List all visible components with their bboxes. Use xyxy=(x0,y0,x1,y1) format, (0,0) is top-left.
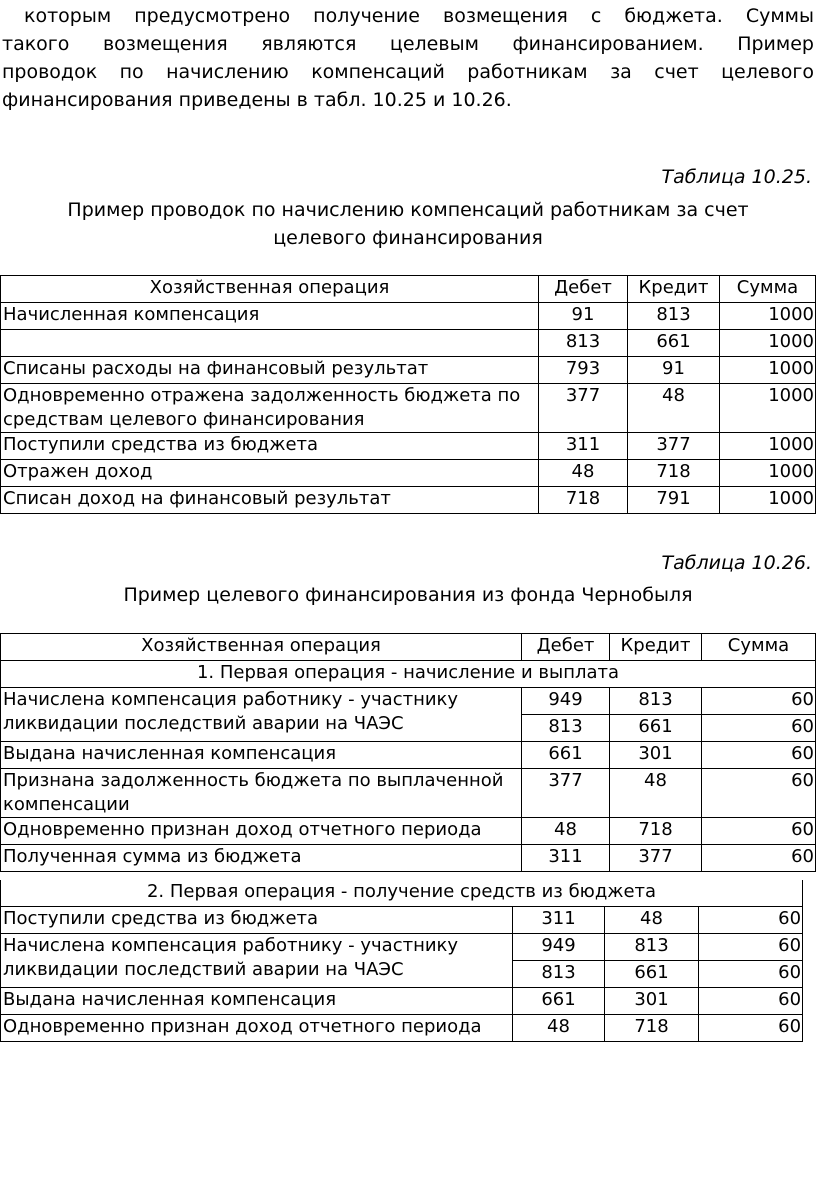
table-row xyxy=(1,330,816,357)
table-row xyxy=(1,907,803,934)
cell-operation: Выдана начисленная компенсация xyxy=(1,742,522,769)
table-row xyxy=(1,769,816,818)
cell-debit: 377 xyxy=(539,384,628,433)
cell-credit: 377 xyxy=(610,845,702,872)
cell-sum: 1000 xyxy=(720,487,816,514)
cell-operation: Списаны расходы на финансовый результат xyxy=(1,357,539,384)
cell-credit: 813 xyxy=(628,303,720,330)
header-debit: Дебет xyxy=(539,276,628,303)
section-heading: 2. Первая операция - получение средств из бюджета xyxy=(1,880,803,907)
cell-credit: 718 xyxy=(605,1015,699,1042)
header-operation: Хозяйственная операция xyxy=(1,634,522,661)
cell-debit: 48 xyxy=(539,460,628,487)
header-debit: Дебет xyxy=(522,634,610,661)
header-operation: Хозяйственная операция xyxy=(1,276,539,303)
intro-line: такого возмещения являются целевым финансированием. Пример xyxy=(2,33,814,55)
cell-operation: Начислена компенсация работнику - участнику ликвидации последствий аварии на ЧАЭС xyxy=(1,688,522,742)
intro-line: проводок по начислению компенсаций работникам за счет целевого xyxy=(2,61,814,83)
cell-credit: 791 xyxy=(628,487,720,514)
intro-line: финансирования приведены в табл. 10.25 и 10.26. xyxy=(2,89,512,111)
cell-debit: 311 xyxy=(522,845,610,872)
cell-credit: 661 xyxy=(628,330,720,357)
header-credit: Кредит xyxy=(610,634,702,661)
table1-title-line1: Пример проводок по начислению компенсаций работникам за счет xyxy=(67,199,749,221)
table1-title-line2: целевого финансирования xyxy=(273,227,543,249)
cell-operation: Полученная сумма из бюджета xyxy=(1,845,522,872)
cell-credit: 661 xyxy=(605,961,699,988)
table-row xyxy=(1,988,803,1015)
table-row xyxy=(1,688,816,715)
cell-credit: 48 xyxy=(605,907,699,934)
cell-sum: 60 xyxy=(699,907,803,934)
cell-debit: 311 xyxy=(513,907,605,934)
cell-sum: 1000 xyxy=(720,303,816,330)
cell-operation: Одновременно отражена задолженность бюджета по средствам целевого финансирования xyxy=(1,384,539,433)
section-heading: 1. Первая операция - начисление и выплата xyxy=(1,661,816,688)
table-row xyxy=(1,433,816,460)
cell-sum: 1000 xyxy=(720,357,816,384)
cell-credit: 301 xyxy=(610,742,702,769)
table-header-row xyxy=(1,276,816,303)
cell-credit: 91 xyxy=(628,357,720,384)
header-sum: Сумма xyxy=(720,276,816,303)
cell-sum: 60 xyxy=(702,688,816,715)
table1-label: Таблица 10.25. xyxy=(661,166,812,188)
cell-credit: 813 xyxy=(605,934,699,961)
cell-operation: Поступили средства из бюджета xyxy=(1,907,513,934)
cell-sum: 60 xyxy=(699,934,803,961)
cell-debit: 91 xyxy=(539,303,628,330)
cell-credit: 813 xyxy=(610,688,702,715)
table1 xyxy=(0,275,816,514)
table2-part2 xyxy=(0,880,803,1042)
cell-operation: Одновременно признан доход отчетного периода xyxy=(1,1015,513,1042)
cell-debit: 48 xyxy=(522,818,610,845)
cell-operation: Поступили средства из бюджета xyxy=(1,433,539,460)
cell-debit: 813 xyxy=(513,961,605,988)
header-credit: Кредит xyxy=(628,276,720,303)
cell-debit: 813 xyxy=(522,715,610,742)
cell-credit: 661 xyxy=(610,715,702,742)
table-row xyxy=(1,1015,803,1042)
cell-debit: 311 xyxy=(539,433,628,460)
cell-debit: 718 xyxy=(539,487,628,514)
cell-credit: 48 xyxy=(610,769,702,818)
cell-debit: 949 xyxy=(513,934,605,961)
table2-part1 xyxy=(0,633,816,872)
section-row xyxy=(1,880,803,907)
cell-credit: 48 xyxy=(628,384,720,433)
cell-debit: 813 xyxy=(539,330,628,357)
table-row xyxy=(1,460,816,487)
intro-line: которым предусмотрено получение возмещения с бюджета. Суммы xyxy=(24,5,814,27)
cell-operation: Выдана начисленная компенсация xyxy=(1,988,513,1015)
table-row xyxy=(1,845,816,872)
cell-operation: Признана задолженность бюджета по выплаченной компенсации xyxy=(1,769,522,818)
table-row xyxy=(1,384,816,433)
cell-sum: 60 xyxy=(702,769,816,818)
cell-operation: Начислена компенсация работнику - участнику ликвидации последствий аварии на ЧАЭС xyxy=(1,934,513,988)
table-row xyxy=(1,487,816,514)
cell-operation xyxy=(1,330,539,357)
cell-sum: 1000 xyxy=(720,330,816,357)
cell-sum: 60 xyxy=(702,715,816,742)
table2-title: Пример целевого финансирования из фонда Чернобыля xyxy=(123,584,693,606)
table-row xyxy=(1,742,816,769)
cell-sum: 60 xyxy=(699,988,803,1015)
table2-label: Таблица 10.26. xyxy=(661,552,812,574)
cell-credit: 718 xyxy=(628,460,720,487)
cell-debit: 661 xyxy=(522,742,610,769)
cell-credit: 301 xyxy=(605,988,699,1015)
table-row xyxy=(1,357,816,384)
cell-debit: 793 xyxy=(539,357,628,384)
cell-credit: 377 xyxy=(628,433,720,460)
intro-paragraph xyxy=(2,2,814,114)
cell-debit: 48 xyxy=(513,1015,605,1042)
cell-operation: Списан доход на финансовый результат xyxy=(1,487,539,514)
cell-sum: 1000 xyxy=(720,460,816,487)
cell-sum: 60 xyxy=(699,961,803,988)
header-sum: Сумма xyxy=(702,634,816,661)
cell-sum: 60 xyxy=(699,1015,803,1042)
table-row xyxy=(1,818,816,845)
cell-operation: Начисленная компенсация xyxy=(1,303,539,330)
cell-sum: 1000 xyxy=(720,384,816,433)
section-row xyxy=(1,661,816,688)
cell-sum: 1000 xyxy=(720,433,816,460)
cell-debit: 661 xyxy=(513,988,605,1015)
cell-operation: Одновременно признан доход отчетного периода xyxy=(1,818,522,845)
cell-debit: 949 xyxy=(522,688,610,715)
table-header-row xyxy=(1,634,816,661)
table-row xyxy=(1,934,803,961)
cell-sum: 60 xyxy=(702,742,816,769)
table-row xyxy=(1,303,816,330)
cell-debit: 377 xyxy=(522,769,610,818)
cell-sum: 60 xyxy=(702,818,816,845)
cell-credit: 718 xyxy=(610,818,702,845)
cell-sum: 60 xyxy=(702,845,816,872)
cell-operation: Отражен доход xyxy=(1,460,539,487)
